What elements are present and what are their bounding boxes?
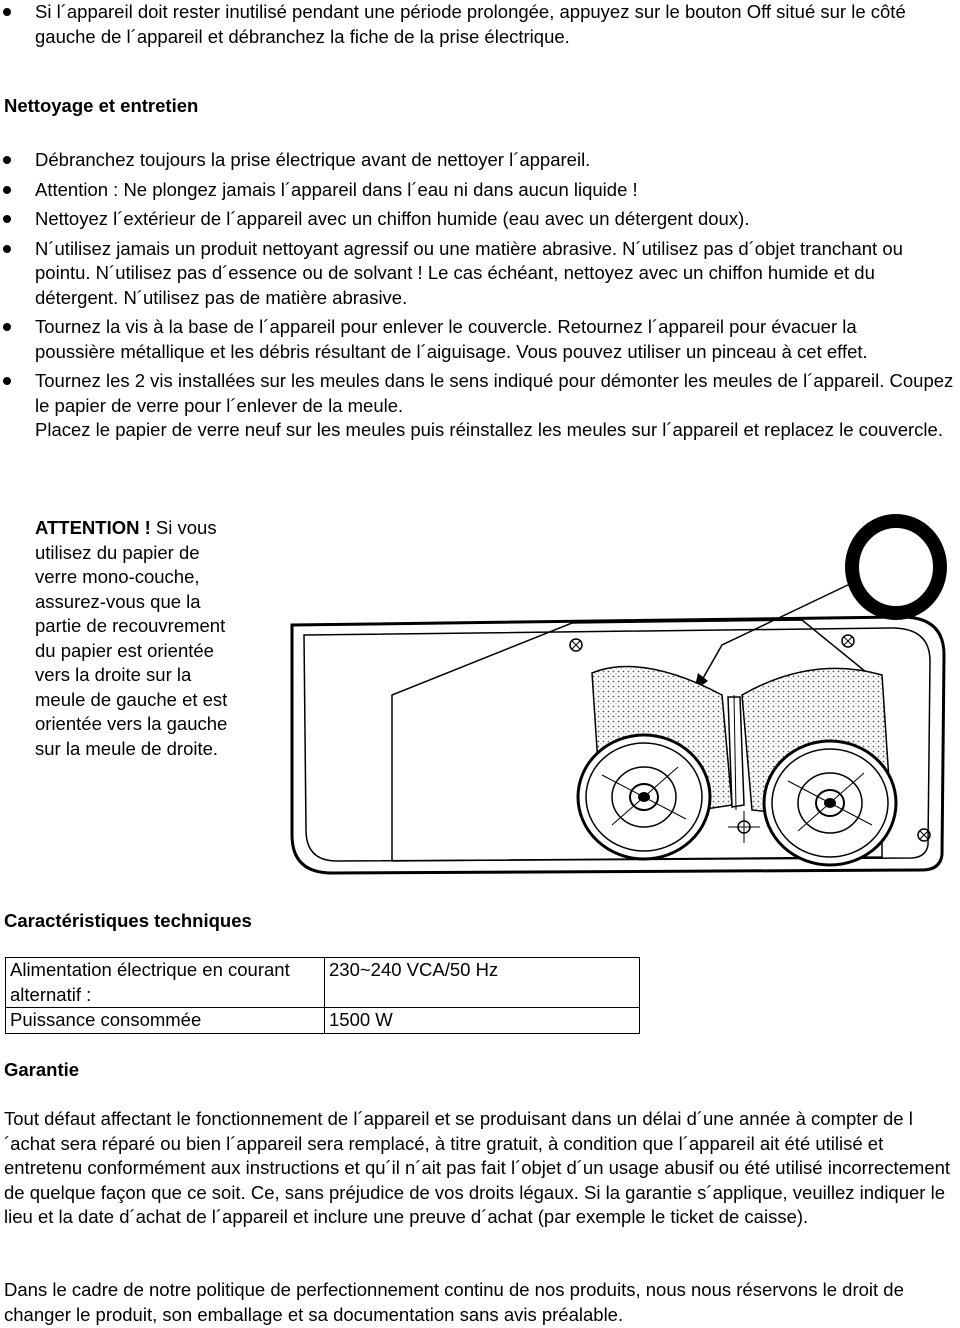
list-item-text: Débranchez toujours la prise électrique avant de nettoyer l´appareil. [35, 149, 591, 170]
specs-table [5, 957, 640, 1034]
list-item-text: Si l´appareil doit rester inutilisé pendant une période prolongée, appuyez sur le bouton Off situé sur le côté gauche de l´appareil et débranchez la fiche de la prise électrique. [35, 1, 906, 47]
list-item-text: Tournez la vis à la base de l´appareil pour enlever le couvercle. Retournez l´appareil pour évacuer la poussière métallique et les débris résultant de l´aiguisage. Vous pouvez utiliser un pinceau à cet effet. [35, 316, 868, 362]
attention-label: ATTENTION ! [35, 517, 151, 538]
policy-text: Dans le cadre de notre politique de perfectionnement continu de nos produits, nous nous réservons le droit de changer le produit, son emballage et sa documentation sans avis préalable. [4, 1279, 904, 1325]
bullet-icon [3, 323, 11, 331]
list-item-text: Tournez les 2 vis installées sur les meules dans le sens indiqué pour démonter les meules de l´appareil. Coupez le papier de verre pour l´enlever de la meule. Placez le papier de verre neuf sur les meules puis réinstallez les meules sur l´appareil et replacez le couvercle. [35, 370, 954, 440]
table-row [6, 1008, 640, 1034]
list-item [0, 178, 960, 203]
table-cell-value: 230~240 VCA/50 Hz [325, 958, 640, 1008]
list-item-text: N´utilisez jamais un produit nettoyant agressif ou une matière abrasive. N´utilisez pas d´objet tranchant ou pointu. N´utilisez pas d´essence ou de solvant ! Le cas échéant, nettoyez avec un chiffon humide et du détergent. N´utilisez pas de matière abrasive. [35, 237, 903, 308]
table-row [6, 958, 640, 1008]
list-item-text: Attention : Ne plongez jamais l´appareil dans l´eau ni dans aucun liquide ! [35, 178, 638, 200]
bullet-icon [3, 156, 11, 164]
list-item [0, 315, 960, 364]
intro-list [0, 0, 960, 49]
bullet-icon [3, 377, 11, 385]
cleaning-list [0, 148, 960, 443]
sanding-ring-icon [852, 521, 940, 613]
section-heading-warranty: Garantie [4, 1059, 80, 1080]
bullet-icon [3, 186, 11, 194]
list-item [0, 148, 960, 173]
section-heading-specs: Caractéristiques techniques [4, 910, 252, 931]
table-cell-label: Puissance consommée [6, 1008, 325, 1034]
attention-text: Si vous utilisez du papier de verre mono-couche, assurez-vous que la partie de recouvrement du papier est orientée vers la droite sur la meule de gauche et est orientée vers la gauche sur la meule de droite. [35, 517, 228, 759]
list-item [0, 207, 960, 232]
section-heading-cleaning: Nettoyage et entretien [4, 95, 199, 116]
sharpener-illustration [282, 505, 960, 880]
list-item [0, 0, 960, 49]
bullet-icon [3, 8, 11, 16]
list-item [0, 369, 960, 443]
attention-note [35, 516, 235, 761]
bullet-icon [3, 215, 11, 223]
list-item-text: Nettoyez l´extérieur de l´appareil avec un chiffon humide (eau avec un détergent doux). [35, 208, 750, 229]
table-cell-label: Alimentation électrique en courant alternatif : [6, 958, 325, 1008]
warranty-text: Tout défaut affectant le fonctionnement de l´appareil et se produisant dans un délai d´une année à compter de l´achat sera réparé ou bien l´appareil sera remplacé, à titre gratuit, à condition que l´appareil ait été utilisé et entretenu conformément aux instructions et qu´il n´ait pas fait l´objet d´un usage abusif ou été utilisé incorrectement de quelque façon que ce soit. Ce, sans préjudice de vos droits légaux. Si la garantie s´applique, veuillez indiquer le lieu et la date d´achat de l´appareil et inclure une preuve d´achat (par exemple le ticket de caisse). [4, 1108, 951, 1227]
table-cell-value: 1500 W [325, 1008, 640, 1034]
list-item [0, 237, 960, 311]
bullet-icon [3, 245, 11, 253]
